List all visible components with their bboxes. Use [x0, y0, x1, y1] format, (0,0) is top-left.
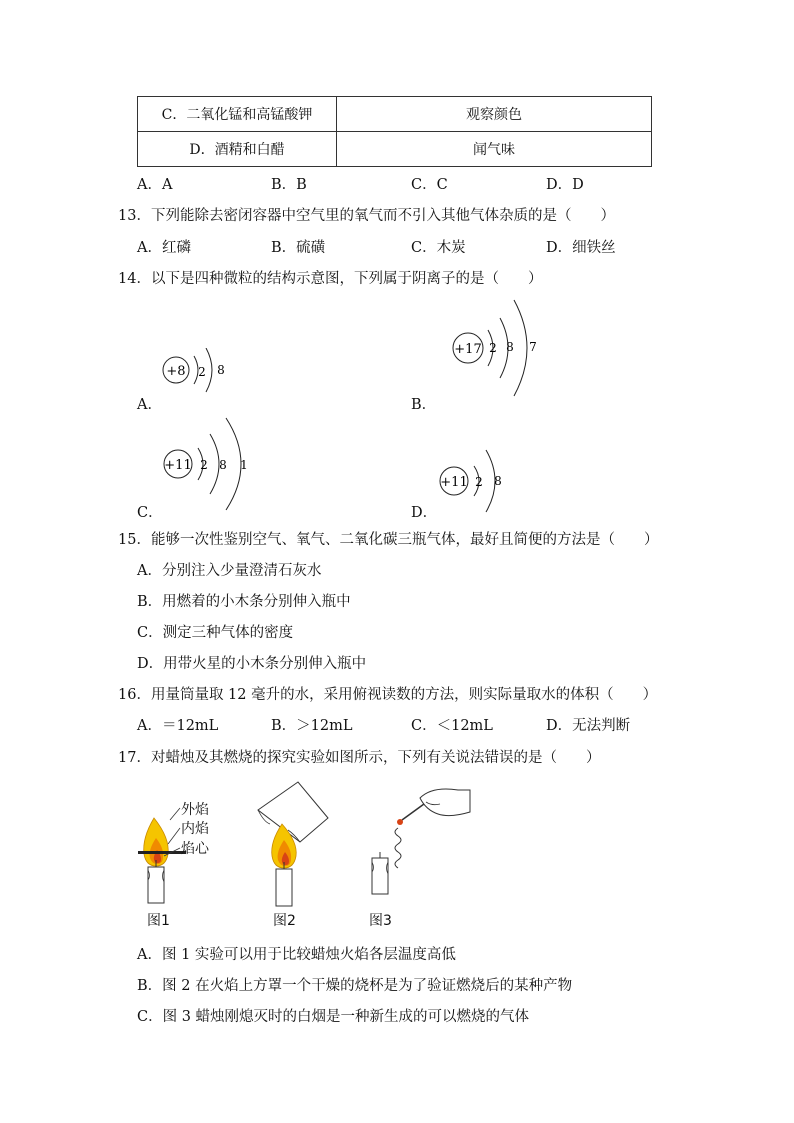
options-table [137, 96, 652, 167]
atom-diagram-d [436, 446, 516, 516]
shell-electrons: 2 [475, 475, 483, 489]
q14-label-d: D． [411, 505, 438, 521]
fig-label-1: 图1 [147, 913, 170, 929]
atom-diagram-b [448, 296, 548, 406]
q14-label-b: B． [411, 397, 437, 413]
match-flame-icon [397, 819, 403, 825]
hand-icon [420, 789, 470, 816]
q16-option-c: C．＜12mL [411, 718, 493, 734]
q12-option-a: A．A [137, 177, 173, 193]
atom-diagram-c [160, 414, 260, 514]
q12-option-b: B．B [271, 177, 307, 193]
q17-option-c: C．图 3 蜡烛刚熄灭时的白烟是一种新生成的可以燃烧的气体 [137, 1009, 530, 1025]
table-cell: 观察颜色 [337, 97, 652, 132]
nucleus-charge: +11 [164, 458, 192, 473]
shell-electrons: 2 [198, 365, 206, 379]
candle-figure-3 [362, 784, 474, 910]
card-strip [138, 851, 186, 854]
candle-body [148, 867, 164, 903]
flame-icon [144, 818, 169, 866]
q15-option-c: C．测定三种气体的密度 [137, 625, 294, 641]
q17-option-b: B．图 2 在火焰上方罩一个干燥的烧杯是为了验证燃烧后的某种产物 [137, 978, 573, 994]
candle-body [276, 869, 292, 906]
smoke-trail [395, 828, 401, 868]
candle-figure-2 [250, 778, 340, 910]
q16-stem: 16．用量筒量取 12 毫升的水，采用俯视读数的方法，则实际量取水的体积（ ） [118, 687, 658, 703]
shell-electrons: 2 [489, 341, 497, 355]
shell-electrons: 8 [494, 474, 502, 488]
q16-option-d: D．无法判断 [546, 718, 631, 734]
q13-option-d: D．细铁丝 [546, 240, 616, 256]
table-cell: C．二氧化锰和高锰酸钾 [138, 97, 337, 132]
q17-stem: 17．对蜡烛及其燃烧的探究实验如图所示，下列有关说法错误的是（ ） [118, 750, 601, 766]
table-row [138, 132, 652, 167]
shell-electrons: 1 [240, 458, 248, 472]
shell-electrons: 8 [506, 340, 514, 354]
fig-label-3: 图3 [369, 913, 392, 929]
nucleus-charge: +17 [454, 342, 482, 357]
q14-stem: 14．以下是四种微粒的结构示意图，下列属于阴离子的是（ ） [118, 271, 543, 287]
table-row [138, 97, 652, 132]
shell-electrons: 7 [529, 340, 537, 354]
beaker-icon [258, 782, 328, 842]
q16-option-a: A．＝12mL [137, 718, 219, 734]
match-stick [402, 804, 424, 820]
shell-electrons: 8 [217, 363, 225, 377]
label-outer-flame: 外焰 [181, 802, 209, 818]
table-cell: 闻气味 [337, 132, 652, 167]
label-inner-flame: 内焰 [181, 821, 209, 837]
q14-label-a: A． [137, 397, 162, 413]
q17-option-a: A．图 1 实验可以用于比较蜡烛火焰各层温度高低 [137, 947, 456, 963]
nucleus-charge: +8 [166, 364, 186, 379]
q12-option-c: C．C [411, 177, 448, 193]
atom-diagram-a [158, 348, 238, 408]
table-cell: D．酒精和白醋 [138, 132, 337, 167]
candle-body [372, 858, 388, 894]
q14-label-c: C． [137, 505, 163, 521]
q15-option-d: D．用带火星的小木条分别伸入瓶中 [137, 656, 367, 672]
q15-option-b: B．用燃着的小木条分别伸入瓶中 [137, 594, 351, 610]
q13-option-a: A．红磷 [137, 240, 191, 256]
q13-stem: 13．下列能除去密闭容器中空气里的氧气而不引入其他气体杂质的是（ ） [118, 208, 615, 224]
q15-option-a: A．分别注入少量澄清石灰水 [137, 563, 322, 579]
fig-label-2: 图2 [273, 913, 296, 929]
nucleus-charge: +11 [440, 475, 468, 490]
label-flame-core: 焰心 [181, 841, 209, 857]
shell-electrons: 8 [219, 458, 227, 472]
q16-option-b: B．＞12mL [271, 718, 353, 734]
q15-stem: 15．能够一次性鉴别空气、氧气、二氧化碳三瓶气体，最好且简便的方法是（ ） [118, 532, 659, 548]
q13-option-b: B．硫磺 [271, 240, 326, 256]
q13-option-c: C．木炭 [411, 240, 466, 256]
q12-option-d: D．D [546, 177, 584, 193]
shell-electrons: 2 [200, 458, 208, 472]
